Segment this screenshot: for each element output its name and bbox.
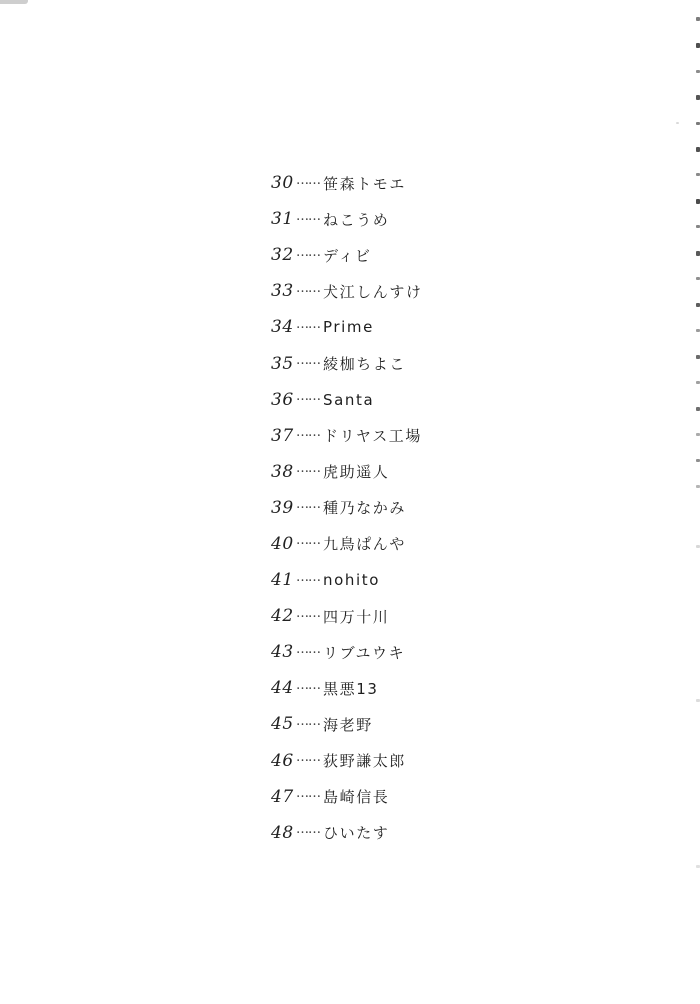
- scan-edge-mark: [696, 70, 700, 73]
- toc-entry-artist-name: 荻野謙太郎: [323, 752, 407, 771]
- scan-edge-mark: [696, 381, 700, 384]
- toc-entry-artist-name: 黒悪13: [323, 679, 379, 698]
- toc-entry: [271, 779, 423, 815]
- toc-entry-artist-name: 虎助遥人: [323, 463, 390, 482]
- toc-entry-leader-dots: ……: [296, 497, 320, 513]
- scan-edge-mark: [696, 199, 700, 204]
- toc-entry: [271, 490, 423, 526]
- toc-entry-leader-dots: ……: [296, 677, 320, 693]
- scan-edge-mark: [696, 251, 700, 256]
- scan-edge-mark: [696, 95, 700, 100]
- scan-edge-mark: [696, 277, 700, 280]
- toc-entry-leader-dots: ……: [296, 461, 320, 477]
- toc-entry-artist-name: 種乃なかみ: [323, 499, 407, 518]
- toc-entry-page-number: 46: [271, 750, 294, 771]
- toc-entry: [271, 201, 423, 237]
- toc-entry-leader-dots: ……: [296, 208, 320, 224]
- toc-entry-artist-name: 綾枷ちよこ: [323, 355, 407, 374]
- toc-entry-leader-dots: ……: [296, 641, 320, 657]
- toc-entry: [271, 815, 423, 851]
- scan-edge-mark: [696, 545, 700, 548]
- scan-edge-mark: [696, 17, 700, 21]
- toc-entry-artist-name: nohito: [323, 571, 381, 590]
- toc-entry-page-number: 33: [271, 281, 294, 302]
- toc-entry-page-number: 47: [271, 786, 294, 807]
- toc-entry-artist-name: ねこうめ: [323, 210, 390, 229]
- toc-entry: [271, 345, 423, 381]
- toc-entry: [271, 165, 423, 201]
- scan-edge-mark: [696, 699, 700, 702]
- toc-entry-page-number: 37: [271, 425, 294, 446]
- toc-entry-leader-dots: ……: [296, 425, 320, 441]
- toc-entry: [271, 526, 423, 562]
- toc-entry: [271, 562, 423, 598]
- toc-entry: [271, 598, 423, 634]
- toc-entry-artist-name: 犬江しんすけ: [323, 282, 423, 301]
- toc-entry-page-number: 39: [271, 497, 294, 518]
- toc-entry-page-number: 40: [271, 533, 294, 554]
- toc-entry-leader-dots: ……: [296, 533, 320, 549]
- toc-entry-artist-name: リブユウキ: [323, 643, 406, 662]
- scan-speck: [676, 122, 679, 124]
- toc-entry-leader-dots: ……: [296, 353, 320, 369]
- scan-edge-mark: [696, 225, 700, 228]
- toc-entry-leader-dots: ……: [296, 280, 320, 296]
- toc-entry-page-number: 45: [271, 714, 294, 735]
- toc-entry-leader-dots: ……: [296, 244, 320, 260]
- scan-edge-mark: [696, 303, 700, 307]
- scan-edge-mark: [696, 329, 700, 332]
- toc-entry: [271, 273, 423, 309]
- toc-entry-artist-name: 海老野: [323, 715, 373, 734]
- toc-entry-page-number: 41: [271, 570, 294, 591]
- scan-edge-mark: [696, 147, 700, 152]
- toc-entry: [271, 634, 423, 670]
- toc-entry-leader-dots: ……: [296, 316, 320, 332]
- toc-entry-artist-name: Prime: [323, 318, 374, 337]
- toc-entry-page-number: 44: [271, 678, 294, 699]
- toc-entry: [271, 743, 423, 779]
- toc-entry-artist-name: ひいたす: [323, 824, 390, 843]
- toc-entry-leader-dots: ……: [296, 822, 320, 838]
- toc-entry-page-number: 48: [271, 822, 294, 843]
- toc-entry-artist-name: 九鳥ぱんや: [323, 535, 407, 554]
- scan-edge-mark: [696, 433, 700, 436]
- toc-entry-page-number: 43: [271, 642, 294, 663]
- toc-entry-page-number: 34: [271, 317, 294, 338]
- toc-entry: [271, 237, 423, 273]
- toc-entry-leader-dots: ……: [296, 786, 320, 802]
- toc-entry-leader-dots: ……: [296, 750, 320, 766]
- toc-entry: [271, 670, 423, 706]
- scan-edge-mark: [696, 355, 700, 359]
- scan-edge-mark: [696, 407, 700, 411]
- toc-entry-page-number: 36: [271, 389, 294, 410]
- toc-entry-page-number: 35: [271, 353, 294, 374]
- toc-entry-leader-dots: ……: [296, 569, 320, 585]
- toc-entry-artist-name: ドリヤス工場: [323, 427, 423, 446]
- toc-entry: [271, 454, 423, 490]
- contents-list: [271, 165, 423, 851]
- toc-entry: [271, 418, 423, 454]
- toc-entry: [271, 309, 423, 345]
- toc-entry-leader-dots: ……: [296, 172, 320, 188]
- toc-entry-page-number: 32: [271, 245, 294, 266]
- toc-entry-artist-name: 笹森トモエ: [323, 174, 407, 193]
- toc-entry-artist-name: 島崎信長: [323, 788, 390, 807]
- scan-edge-mark: [696, 173, 700, 176]
- toc-entry-artist-name: 四万十川: [323, 607, 390, 626]
- toc-entry-artist-name: Santa: [323, 390, 375, 409]
- toc-entry: [271, 706, 423, 742]
- scan-edge-mark: [696, 122, 700, 125]
- scan-edge-mark: [696, 485, 700, 488]
- scan-edge-mark: [696, 43, 700, 48]
- scan-edge-mark: [696, 459, 700, 462]
- toc-entry-page-number: 31: [271, 209, 294, 230]
- toc-entry-artist-name: ディビ: [323, 246, 372, 265]
- scan-smudge-topleft: [0, 0, 28, 4]
- toc-entry-page-number: 38: [271, 461, 294, 482]
- toc-entry-page-number: 42: [271, 606, 294, 627]
- toc-entry: [271, 382, 423, 418]
- toc-entry-page-number: 30: [271, 173, 294, 194]
- toc-entry-leader-dots: ……: [296, 389, 320, 405]
- toc-entry-leader-dots: ……: [296, 713, 320, 729]
- scan-edge-mark: [696, 865, 700, 868]
- toc-entry-leader-dots: ……: [296, 605, 320, 621]
